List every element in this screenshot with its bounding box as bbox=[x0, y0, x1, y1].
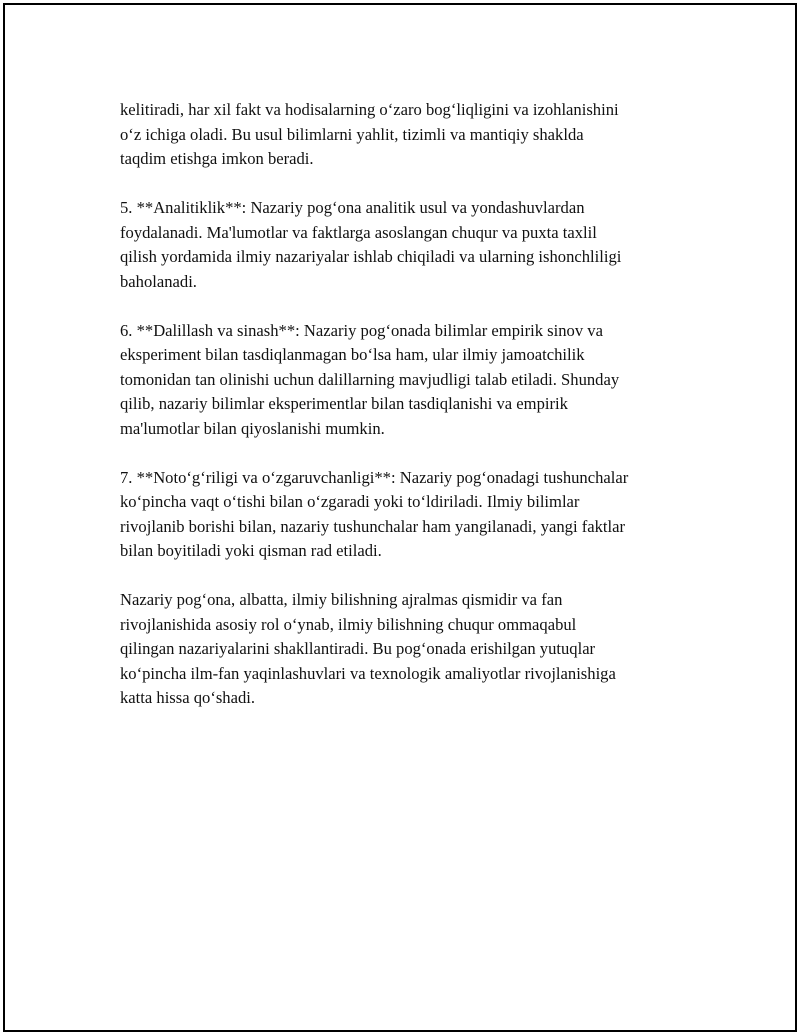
document-body bbox=[120, 98, 700, 735]
paragraph-item-6-dalillash: 6. **Dalillash va sinash**: Nazariy pog‘onada bilimlar empirik sinov va eksperiment bilan tasdiqlanmagan bo‘lsa ham, ular ilmiy jamoatchilik tomonidan tan olinishi uchun dalillarning mavjudligi talab etiladi. Shunday qilib, nazariy bilimlar eksperimentlar bilan tasdiqlanishi va empirik ma'lumotlar bilan qiyoslanishi mumkin. bbox=[120, 320, 620, 438]
paragraph-item-5-analitiklik: 5. **Analitiklik**: Nazariy pog‘ona analitik usul va yondashuvlardan foydalanadi. Ma'lumotlar va faktlarga asoslangan chuqur va puxta taxlil qilish yordamida ilmiy nazariyalar ishlab chiqiladi va ularning ishonchliligi baholanadi. bbox=[120, 198, 622, 291]
paragraph-continuation: kelitiradi, har xil fakt va hodisalarning o‘zaro bog‘liqligini va izohlanishini o‘z ichiga oladi. Bu usul bilimlarni yahlit, tizimli va mantiqiy shaklda taqdim etishga imkon beradi. bbox=[120, 100, 619, 168]
paragraph-conclusion: Nazariy pog‘ona, albatta, ilmiy bilishning ajralmas qismidir va fan rivojlanishida asosiy rol o‘ynab, ilmiy bilishning chuqur ommaqabul qilingan nazariyalarini shakllantiradi. Bu pog‘onada erishilgan yutuqlar ko‘pincha ilm-fan yaqinlashuvlari va texnologik amaliyotlar rivojlanishiga katta hissa qo‘shadi. bbox=[120, 590, 616, 707]
page-frame bbox=[3, 3, 797, 1032]
paragraph-item-7-notogriligi: 7. **Noto‘g‘riligi va o‘zgaruvchanligi**: Nazariy pog‘onadagi tushunchalar ko‘pincha vaqt o‘tishi bilan o‘zgaradi yoki to‘ldiriladi. Ilmiy bilimlar rivojlanib borishi bilan, nazariy tushunchalar ham yangilanadi, yangi faktlar bilan boyitiladi yoki qisman rad etiladi. bbox=[120, 467, 629, 560]
